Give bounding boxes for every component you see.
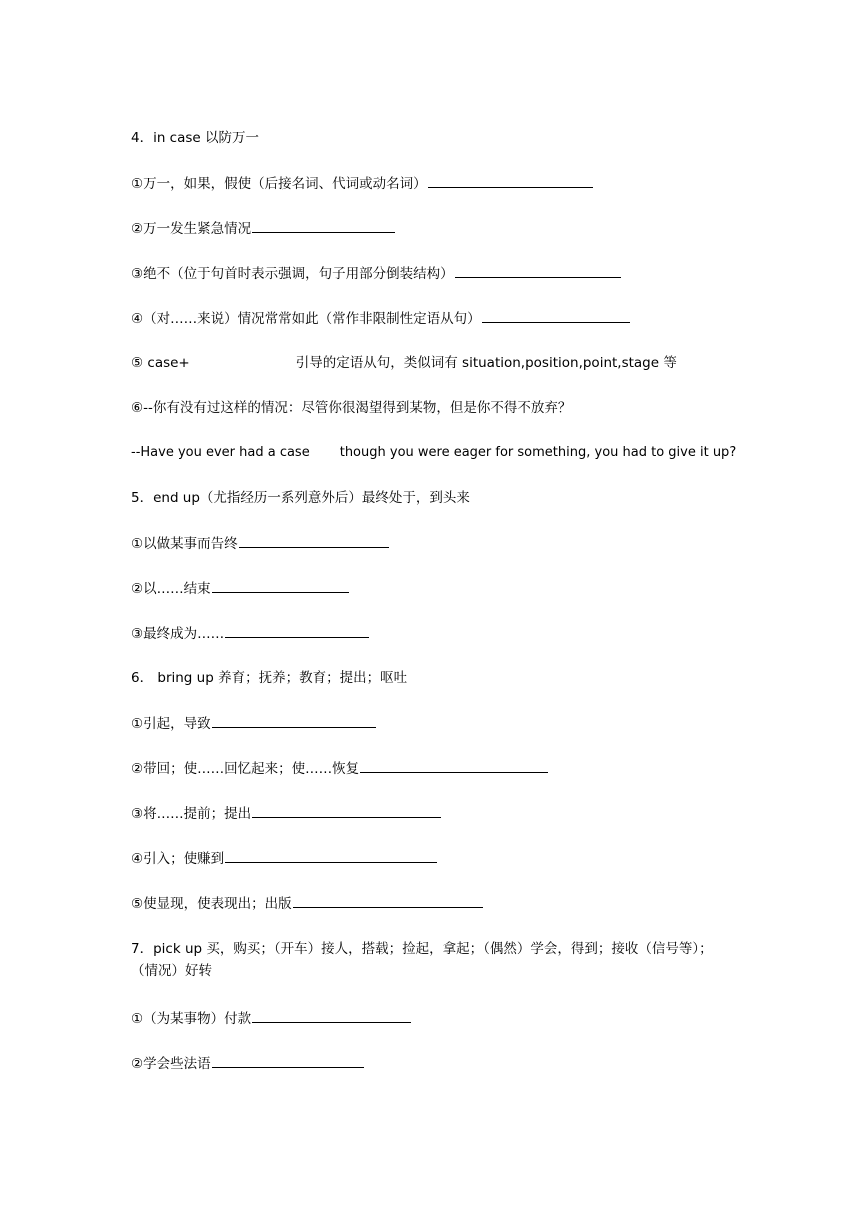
section-7-item-2 [131, 1053, 760, 1074]
item-text: ②万一发生紧急情况 [131, 221, 252, 237]
answer-blank[interactable] [225, 848, 437, 863]
section-7-heading [131, 938, 731, 982]
answer-blank[interactable] [212, 713, 376, 728]
heading-text: 6． bring up 养育；抚养；教育；提出；呕吐 [131, 670, 408, 686]
item-text: though you were eager for something, you had to give it up? [339, 445, 737, 460]
item-text: ②以……结束 [131, 581, 211, 597]
section-4-heading [131, 128, 760, 148]
section-5-item-1 [131, 533, 760, 554]
item-text: ①万一，如果，假使（后接名词、代词或动名词） [131, 176, 427, 192]
item-text: ⑤ case+ [131, 355, 190, 371]
section-7-item-1 [131, 1008, 760, 1029]
section-4-item-1 [131, 173, 760, 194]
answer-blank[interactable] [293, 893, 483, 908]
heading-text: 4．in case 以防万一 [131, 130, 260, 146]
section-4-item-5 [131, 353, 760, 373]
item-text: 引导的定语从句，类似词有 situation,position,point,stage 等 [295, 355, 677, 371]
section-6-item-1 [131, 713, 760, 734]
item-text: ⑥--你有没有过这样的情况：尽管你很渴望得到某物，但是你不得不放弃？ [131, 400, 572, 416]
answer-blank[interactable] [252, 218, 395, 233]
item-text: ③将……提前；提出 [131, 806, 252, 822]
section-6-item-2 [131, 758, 760, 779]
item-text: ①（为某事物）付款 [131, 1011, 252, 1027]
section-4-item-6 [131, 398, 760, 418]
answer-blank[interactable] [252, 803, 441, 818]
answer-blank[interactable] [252, 1008, 411, 1023]
item-text: --Have you ever had a case [131, 445, 310, 460]
answer-blank[interactable] [482, 308, 630, 323]
answer-blank[interactable] [212, 1053, 364, 1068]
item-text: ⑤使显现，使表现出；出版 [131, 896, 292, 912]
section-5-item-2 [131, 578, 760, 599]
item-text: ②带回；使……回忆起来；使……恢复 [131, 761, 360, 777]
section-4-item-6-english [131, 443, 760, 463]
section-6-heading [131, 668, 760, 688]
item-text: ③最终成为…… [131, 626, 225, 642]
answer-blank[interactable] [225, 623, 369, 638]
section-6-item-5 [131, 893, 760, 914]
item-text: ③绝不（位于句首时表示强调，句子用部分倒装结构） [131, 266, 454, 282]
item-text: ④（对……来说）情况常常如此（常作非限制性定语从句） [131, 311, 481, 327]
answer-blank[interactable] [212, 578, 349, 593]
answer-blank[interactable] [239, 533, 389, 548]
section-4-item-4 [131, 308, 760, 329]
item-text: ④引入；使赚到 [131, 851, 225, 867]
answer-blank[interactable] [455, 263, 621, 278]
section-5-heading [131, 488, 760, 508]
section-4-item-3 [131, 263, 760, 284]
item-text: ①以做某事而告终 [131, 536, 238, 552]
item-text: ①引起，导致 [131, 716, 211, 732]
answer-blank[interactable] [360, 758, 548, 773]
answer-blank[interactable] [428, 173, 593, 188]
item-text: ②学会些法语 [131, 1056, 211, 1072]
section-5-item-3 [131, 623, 760, 644]
heading-text: 7．pick up 买，购买；（开车）接人，搭载；捡起，拿起；（偶然）学会，得到；接收（信号等）；（情况）好转 [131, 941, 713, 979]
heading-text: 5．end up（尤指经历一系列意外后）最终处于，到头来 [131, 490, 470, 506]
section-6-item-4 [131, 848, 760, 869]
section-6-item-3 [131, 803, 760, 824]
section-4-item-2 [131, 218, 760, 239]
